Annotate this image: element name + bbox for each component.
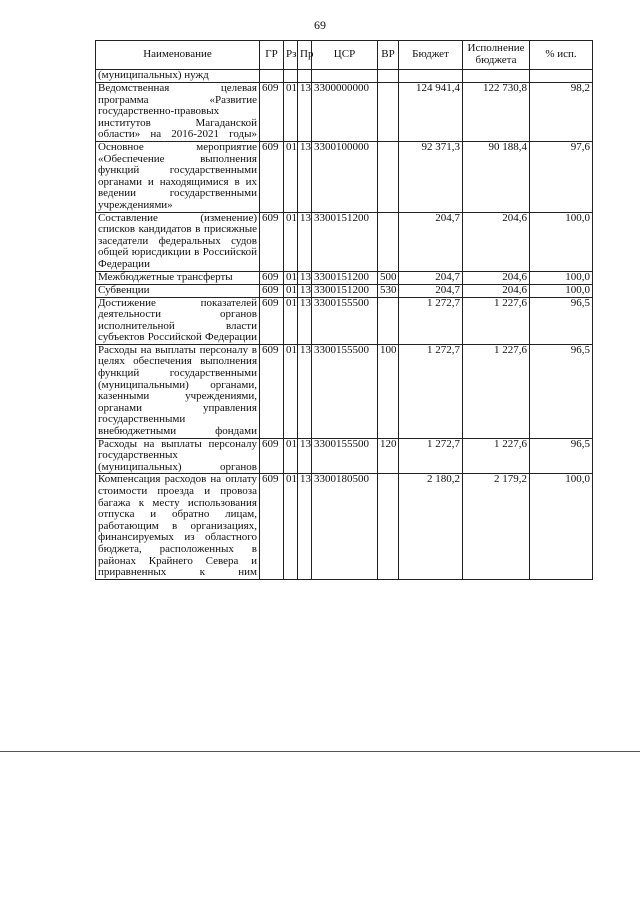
header-gr: ГР <box>260 41 284 70</box>
row-name: Расходы на выплаты персоналу в целях обеспечения выполнения функций государственными (муниципальными) органами, казенными учреждениями, органами управления государственными внебюджетными фондами <box>96 344 260 438</box>
row-name: Достижение показателей деятельности органов исполнительной власти субъектов Российской Федерации <box>96 297 260 344</box>
header-percent: % исп. <box>530 41 593 70</box>
row-gr: 609 <box>260 212 284 271</box>
table-row <box>96 474 593 579</box>
row-rz: 01 <box>284 141 298 212</box>
table-row <box>96 438 593 474</box>
table-row <box>96 83 593 142</box>
row-rz: 01 <box>284 438 298 474</box>
row-csr <box>312 70 378 83</box>
row-csr: 3300100000 <box>312 141 378 212</box>
row-percent: 100,0 <box>530 271 593 284</box>
row-csr: 3300155500 <box>312 438 378 474</box>
table-row <box>96 284 593 297</box>
row-csr: 3300000000 <box>312 83 378 142</box>
row-execution: 1 227,6 <box>463 344 530 438</box>
row-budget: 124 941,4 <box>399 83 463 142</box>
table-row <box>96 212 593 271</box>
row-rz: 01 <box>284 212 298 271</box>
header-vr: ВР <box>378 41 399 70</box>
row-rz: 01 <box>284 474 298 579</box>
header-budget: Бюджет <box>399 41 463 70</box>
row-gr: 609 <box>260 474 284 579</box>
row-vr <box>378 297 399 344</box>
row-name: (муниципальных) нужд <box>96 70 260 83</box>
row-pr: 13 <box>298 83 312 142</box>
row-csr: 3300155500 <box>312 344 378 438</box>
row-rz: 01 <box>284 83 298 142</box>
row-gr: 609 <box>260 141 284 212</box>
row-execution: 122 730,8 <box>463 83 530 142</box>
row-execution: 90 188,4 <box>463 141 530 212</box>
row-vr <box>378 474 399 579</box>
table-row <box>96 271 593 284</box>
row-name: Субвенции <box>96 284 260 297</box>
row-csr: 3300180500 <box>312 474 378 579</box>
row-execution: 1 227,6 <box>463 297 530 344</box>
row-name: Основное мероприятие «Обеспечение выполнения функций государственными органами и находящимися в их ведении государственными учреждениями» <box>96 141 260 212</box>
row-csr: 3300155500 <box>312 297 378 344</box>
table-header <box>96 41 593 70</box>
page-number: 69 <box>314 18 326 32</box>
table-row <box>96 297 593 344</box>
row-budget: 204,7 <box>399 212 463 271</box>
table-row <box>96 344 593 438</box>
page-divider <box>0 751 640 752</box>
row-gr: 609 <box>260 83 284 142</box>
row-percent: 96,5 <box>530 344 593 438</box>
row-percent: 98,2 <box>530 83 593 142</box>
row-budget: 1 272,7 <box>399 297 463 344</box>
row-vr <box>378 83 399 142</box>
row-vr <box>378 141 399 212</box>
row-execution: 204,6 <box>463 284 530 297</box>
row-rz <box>284 70 298 83</box>
row-name: Составление (изменение) списков кандидатов в присяжные заседатели федеральных судов общей юрисдикции в Российской Федерации <box>96 212 260 271</box>
row-gr: 609 <box>260 438 284 474</box>
row-percent: 96,5 <box>530 438 593 474</box>
row-gr: 609 <box>260 271 284 284</box>
row-vr: 100 <box>378 344 399 438</box>
row-vr <box>378 212 399 271</box>
row-gr <box>260 70 284 83</box>
row-gr: 609 <box>260 284 284 297</box>
row-budget <box>399 70 463 83</box>
row-pr: 13 <box>298 141 312 212</box>
row-vr: 500 <box>378 271 399 284</box>
header-pr: Пр <box>298 41 312 70</box>
row-rz: 01 <box>284 284 298 297</box>
row-rz: 01 <box>284 271 298 284</box>
row-execution: 204,6 <box>463 271 530 284</box>
table-row <box>96 141 593 212</box>
row-csr: 3300151200 <box>312 271 378 284</box>
row-percent: 96,5 <box>530 297 593 344</box>
row-name: Расходы на выплаты персоналу государственных (муниципальных) органов <box>96 438 260 474</box>
row-vr: 530 <box>378 284 399 297</box>
row-execution: 1 227,6 <box>463 438 530 474</box>
row-percent: 100,0 <box>530 474 593 579</box>
row-pr: 13 <box>298 297 312 344</box>
row-name: Ведомственная целевая программа «Развитие государственно-правовых институтов Магаданской области» на 2016-2021 годы» <box>96 83 260 142</box>
header-csr: ЦСР <box>312 41 378 70</box>
row-pr: 13 <box>298 212 312 271</box>
row-pr: 13 <box>298 474 312 579</box>
row-pr: 13 <box>298 344 312 438</box>
row-gr: 609 <box>260 297 284 344</box>
row-vr: 120 <box>378 438 399 474</box>
row-budget: 1 272,7 <box>399 344 463 438</box>
row-percent <box>530 70 593 83</box>
row-percent: 97,6 <box>530 141 593 212</box>
header-execution: Исполнение бюджета <box>463 41 530 70</box>
budget-table <box>95 40 593 580</box>
row-percent: 100,0 <box>530 212 593 271</box>
table-body <box>96 70 593 580</box>
row-budget: 2 180,2 <box>399 474 463 579</box>
row-pr <box>298 70 312 83</box>
row-rz: 01 <box>284 344 298 438</box>
row-rz: 01 <box>284 297 298 344</box>
row-execution: 204,6 <box>463 212 530 271</box>
row-pr: 13 <box>298 438 312 474</box>
row-csr: 3300151200 <box>312 212 378 271</box>
row-vr <box>378 70 399 83</box>
row-percent: 100,0 <box>530 284 593 297</box>
row-execution: 2 179,2 <box>463 474 530 579</box>
row-name: Межбюджетные трансферты <box>96 271 260 284</box>
row-budget: 92 371,3 <box>399 141 463 212</box>
row-budget: 204,7 <box>399 271 463 284</box>
row-name: Компенсация расходов на оплату стоимости проезда и провоза багажа к месту использования отпуска и обратно лицам, работающим в организациях, финансируемых из областного бюджета, расположенных в районах Крайнего Севера и приравненных к ним <box>96 474 260 579</box>
row-budget: 204,7 <box>399 284 463 297</box>
table-row <box>96 70 593 83</box>
row-execution <box>463 70 530 83</box>
header-rz: Рз <box>284 41 298 70</box>
row-gr: 609 <box>260 344 284 438</box>
header-name: Наименование <box>96 41 260 70</box>
row-budget: 1 272,7 <box>399 438 463 474</box>
row-csr: 3300151200 <box>312 284 378 297</box>
row-pr: 13 <box>298 284 312 297</box>
row-pr: 13 <box>298 271 312 284</box>
